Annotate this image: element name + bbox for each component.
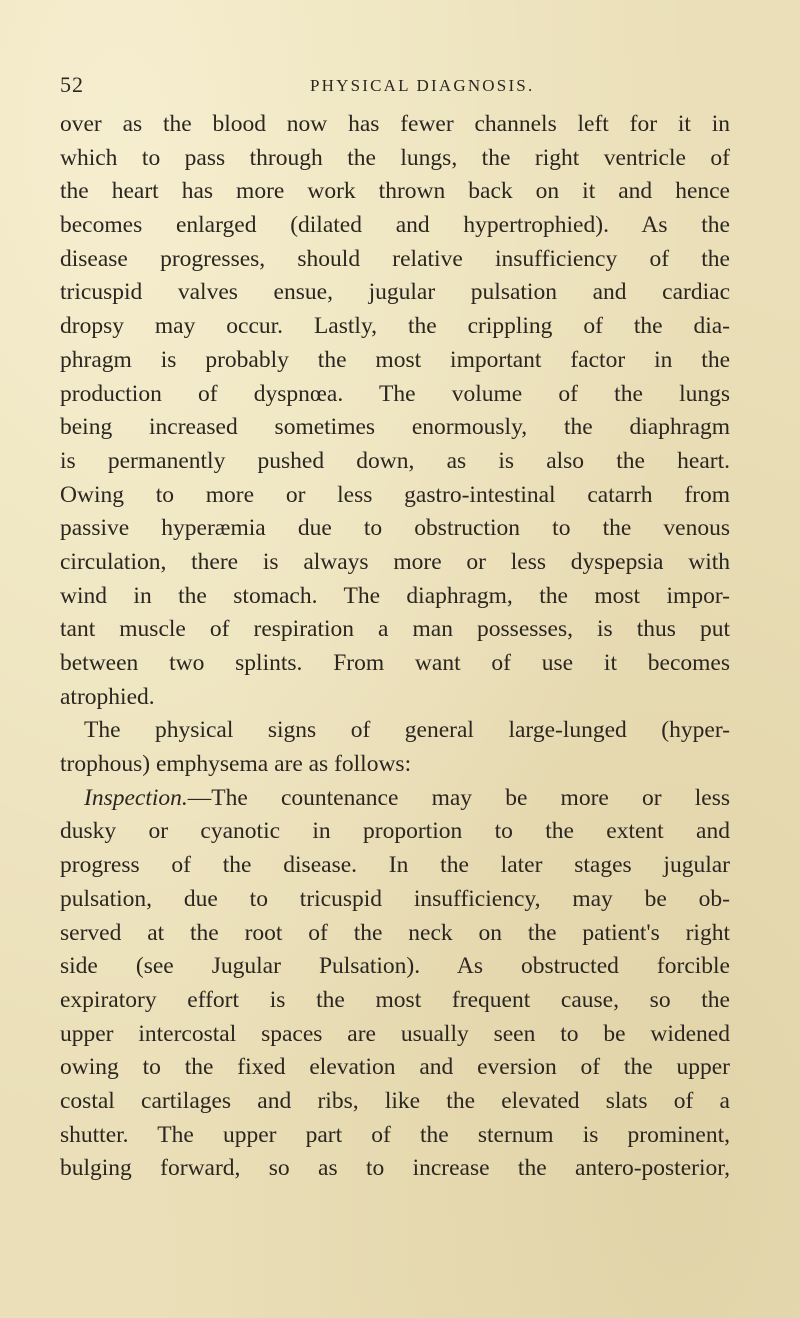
text-line: upper intercostal spaces are usually seen to be widened <box>60 1020 730 1047</box>
page-number: 52 <box>60 72 84 97</box>
text-line-inspection <box>60 782 730 816</box>
text-line: phragm is probably the most important factor in the <box>60 346 730 373</box>
text-line: over as the blood now has fewer channels left for it in <box>60 111 730 137</box>
text-line: passive hyperæmia due to obstruction to the venous <box>60 515 730 542</box>
inspection-text: —The countenance may be more or less <box>187 784 730 811</box>
text-line: costal cartilages and ribs, like the elevated slats of a <box>60 1087 730 1114</box>
text-line: wind in the stomach. The diaphragm, the most impor- <box>60 582 730 609</box>
text-line: shutter. The upper part of the sternum is prominent, <box>60 1121 730 1148</box>
book-page <box>60 68 730 1186</box>
text-line: side (see Jugular Pulsation). As obstructed forcible <box>60 953 730 980</box>
text-line: the heart has more work thrown back on it and hence <box>60 178 730 205</box>
text-line: owing to the fixed elevation and eversion of the upper <box>60 1054 730 1081</box>
running-title: PHYSICAL DIAGNOSIS. <box>310 76 535 95</box>
text-line: trophous) emphysema are as follows: <box>60 751 412 778</box>
text-line: Owing to more or less gastro-intestinal catarrh from <box>60 481 730 508</box>
text-line: expiratory effort is the most frequent cause, so the <box>60 986 730 1013</box>
text-line: dropsy may occur. Lastly, the crippling of the dia- <box>60 313 730 340</box>
text-line: between two splints. From want of use it becomes <box>60 650 730 676</box>
text-line: circulation, there is always more or less dyspepsia with <box>60 548 730 575</box>
running-head <box>60 68 730 108</box>
text-line: disease progresses, should relative insufficiency of the <box>60 245 730 272</box>
text-line: bulging forward, so as to increase the antero-posterior, <box>60 1155 730 1182</box>
text-line: progress of the disease. In the later stages jugular <box>60 852 730 879</box>
text-line: which to pass through the lungs, the right ventricle of <box>60 144 730 171</box>
text-line: is permanently pushed down, as is also the heart. <box>60 447 730 474</box>
text-line: tricuspid valves ensue, jugular pulsation and cardiac <box>60 279 730 306</box>
text-line: served at the root of the neck on the patient's right <box>60 919 730 946</box>
text-line: being increased sometimes enormously, the diaphragm <box>60 414 730 441</box>
body-text <box>60 108 730 1186</box>
text-line: dusky or cyanotic in proportion to the extent and <box>60 818 730 845</box>
text-line: production of dyspnœa. The volume of the lungs <box>60 380 730 407</box>
text-line: atrophied. <box>60 683 155 710</box>
inspection-heading: Inspection. <box>84 784 188 811</box>
text-line: pulsation, due to tricuspid insufficiency, may be ob- <box>60 885 730 912</box>
text-line: becomes enlarged (dilated and hypertrophied). As the <box>60 212 730 239</box>
text-line: The physical signs of general large-lunged (hyper- <box>84 717 730 744</box>
text-line: tant muscle of respiration a man possesses, is thus put <box>60 616 730 643</box>
